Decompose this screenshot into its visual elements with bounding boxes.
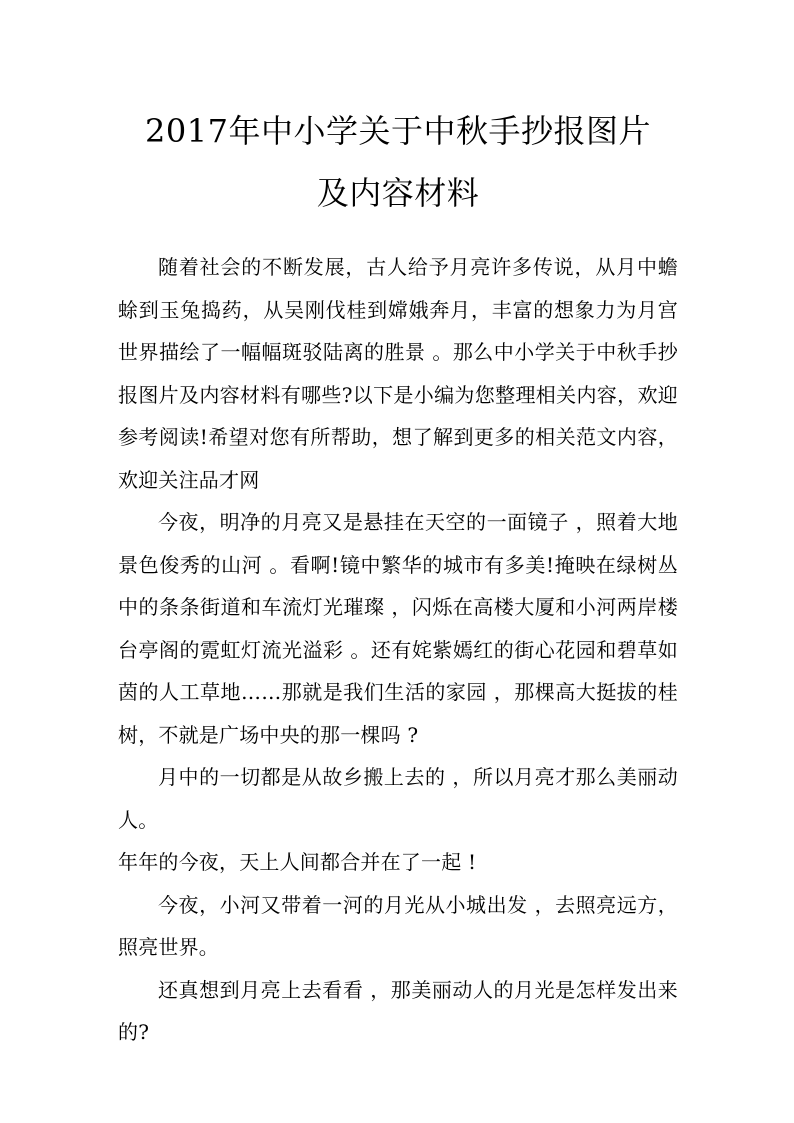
- paragraph-river-moonlight: 今夜，小河又带着一河的月光从小城出发 ，去照亮远方，照亮世界。: [118, 892, 678, 959]
- document-page: [118, 100, 678, 1054]
- paragraph-every-year: 年年的今夜，天上人间都合并在了一起 !: [118, 850, 477, 874]
- paragraph-intro: 随着社会的不断发展，古人给予月亮许多传说，从月中蟾蜍到玉兔捣药，从吴刚伐桂到嫦娥奔月，丰富的想象力为月宫世界描绘了一幅幅斑驳陆离的胜景 。那么中小学关于中秋手抄报图片及内容材料有哪些?以下是小编为您整理相关内容，欢迎参考阅读!希望对您有所帮助，想了解到更多的相关范文内容，欢迎关注品才网: [118, 255, 678, 492]
- document-title: [118, 100, 678, 224]
- paragraph-tonight-moon: 今夜，明净的月亮又是悬挂在天空的一面镜子 ，照着大地景色俊秀的山河 。看啊!镜中繁华的城市有多美!掩映在绿树丛中的条条街道和车流灯光璀璨 ，闪烁在高楼大厦和小河两岸楼台亭阁的霓虹灯流光溢彩 。还有姹紫嫣红的街心花园和碧草如茵的人工草地……那就是我们生活的家园 ，那棵高大挺拔的桂树，不就是广场中央的那一棵吗 ?: [118, 510, 678, 747]
- document-body: [118, 246, 678, 1054]
- title-line-2: 及内容材料: [316, 174, 480, 212]
- title-line-1: 2017年中小学关于中秋手抄报图片: [145, 112, 651, 150]
- paragraph-moon-from-hometown: 月中的一切都是从故乡搬上去的 ，所以月亮才那么美丽动人。: [118, 765, 678, 832]
- paragraph-visit-moon: 还真想到月亮上去看看 ，那美丽动人的月光是怎样发出来的?: [118, 977, 678, 1044]
